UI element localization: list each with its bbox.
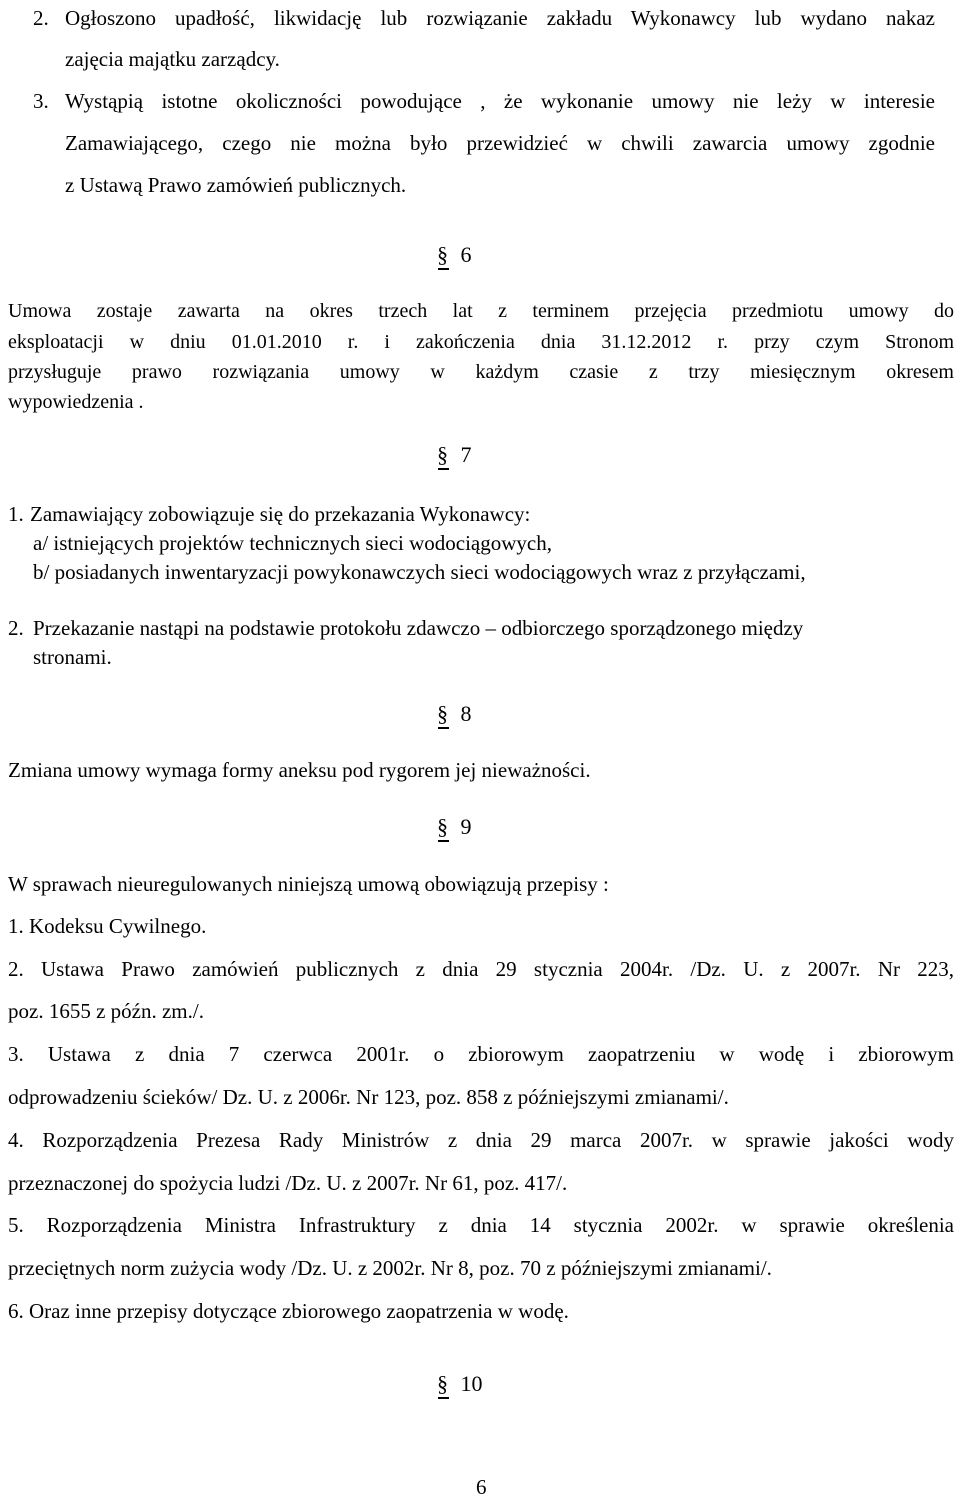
section-9-intro: W sprawach nieuregulowanych niniejszą umową obowiązują przepisy : bbox=[8, 872, 609, 896]
regulation-item: przeznaczonej do spożycia ludzi /Dz. U. z 2007r. Nr 61, poz. 417/. bbox=[8, 1171, 568, 1195]
section-number: 7 bbox=[460, 442, 472, 467]
regulation-item: 2. Ustawa Prawo zamówień publicznych z dnia 29 stycznia 2004r. /Dz. U. z 2007r. Nr 223, bbox=[8, 957, 954, 981]
list-item-number: 2. bbox=[33, 6, 49, 30]
list-item-text: Zamawiającego, czego nie można było przewidzieć w chwili zawarcia umowy zgodnie bbox=[65, 131, 935, 155]
section-7-item-text: Przekazanie nastąpi na podstawie protokołu zdawczo – odbiorczego sporządzonego między bbox=[33, 616, 804, 640]
regulation-item: 6. Oraz inne przepisy dotyczące zbiorowego zaopatrzenia w wodę. bbox=[8, 1299, 569, 1323]
section-6-text: przysługuje prawo rozwiązania umowy w każdym czasie z trzy miesięcznym okresem bbox=[8, 361, 954, 383]
section-number: 10 bbox=[460, 1371, 483, 1396]
section-heading-6 bbox=[437, 244, 472, 266]
section-7-subitem: a/ istniejących projektów technicznych sieci wodociągowych, bbox=[33, 531, 552, 555]
paragraph-symbol: § bbox=[437, 242, 448, 267]
section-7-subitem: b/ posiadanych inwentaryzacji powykonawczych sieci wodociągowych wraz z przyłączami, bbox=[33, 560, 806, 584]
page-number: 6 bbox=[476, 1475, 487, 1499]
list-item-text: zajęcia majątku zarządcy. bbox=[65, 47, 280, 71]
section-6-text: eksploatacji w dniu 01.01.2010 r. i zakończenia dnia 31.12.2012 r. przy czym Stronom bbox=[8, 331, 954, 353]
section-number: 8 bbox=[460, 701, 472, 726]
section-6-text: wypowiedzenia . bbox=[8, 391, 144, 413]
section-heading-10 bbox=[437, 1373, 483, 1395]
regulation-item: przeciętnych norm zużycia wody /Dz. U. z 2002r. Nr 8, poz. 70 z późniejszymi zmianami/. bbox=[8, 1256, 772, 1280]
paragraph-symbol: § bbox=[437, 814, 448, 839]
section-heading-7 bbox=[437, 444, 472, 466]
section-number: 9 bbox=[460, 814, 472, 839]
list-item-text: Ogłoszono upadłość, likwidację lub rozwiązanie zakładu Wykonawcy lub wydano nakaz bbox=[65, 6, 935, 30]
section-heading-8 bbox=[437, 703, 472, 725]
regulation-item: 5. Rozporządzenia Ministra Infrastruktury z dnia 14 stycznia 2002r. w sprawie określenia bbox=[8, 1213, 954, 1237]
section-number: 6 bbox=[460, 242, 472, 267]
list-item-text: z Ustawą Prawo zamówień publicznych. bbox=[65, 173, 407, 197]
section-7-item-number: 1. bbox=[8, 502, 24, 526]
regulation-item: 4. Rozporządzenia Prezesa Rady Ministrów z dnia 29 marca 2007r. w sprawie jakości wody bbox=[8, 1128, 954, 1152]
section-8-text: Zmiana umowy wymaga formy aneksu pod rygorem jej nieważności. bbox=[8, 758, 591, 782]
section-7-item-number: 2. bbox=[8, 616, 24, 640]
regulation-item: odprowadzeniu ścieków/ Dz. U. z 2006r. Nr 123, poz. 858 z późniejszymi zmianami/. bbox=[8, 1085, 729, 1109]
list-item-number: 3. bbox=[33, 89, 49, 113]
paragraph-symbol: § bbox=[437, 1371, 448, 1396]
regulation-item: 3. Ustawa z dnia 7 czerwca 2001r. o zbiorowym zaopatrzeniu w wodę i zbiorowym bbox=[8, 1042, 954, 1066]
paragraph-symbol: § bbox=[437, 442, 448, 467]
paragraph-symbol: § bbox=[437, 701, 448, 726]
section-7-item-text: Zamawiający zobowiązuje się do przekazania Wykonawcy: bbox=[30, 502, 531, 526]
section-6-text: Umowa zostaje zawarta na okres trzech lat z terminem przejęcia przedmiotu umowy do bbox=[8, 300, 954, 322]
list-item-text: Wystąpią istotne okoliczności powodujące , że wykonanie umowy nie leży w interesie bbox=[65, 89, 935, 113]
section-7-item-text: stronami. bbox=[33, 645, 112, 669]
regulation-item: 1. Kodeksu Cywilnego. bbox=[8, 914, 207, 938]
regulation-item: poz. 1655 z późn. zm./. bbox=[8, 999, 204, 1023]
section-heading-9 bbox=[437, 816, 472, 838]
